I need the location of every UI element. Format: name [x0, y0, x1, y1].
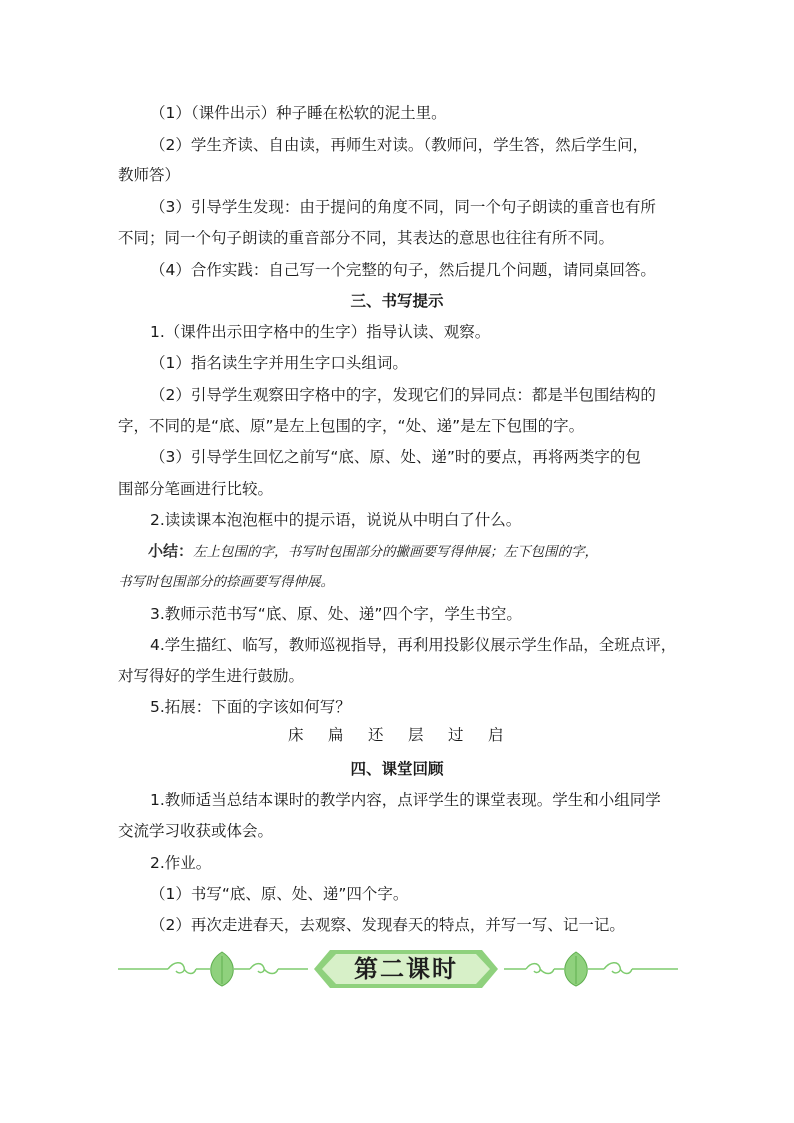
paragraph-line: 对写得好的学生进行鼓励。 [118, 667, 305, 685]
swirl-icon [604, 963, 620, 973]
right-vine-ornament [504, 952, 678, 986]
paragraph-line: 5.拓展：下面的字该如何写？ [150, 698, 351, 716]
paragraph-line: 不同；同一个句子朗读的重音部分不同，其表达的意思也往往有所不同。 [118, 229, 615, 247]
swirl-icon [526, 964, 540, 973]
practice-char: 扁 [328, 726, 344, 744]
paragraph-line: 4.学生描红、临写，教师巡视指导，再利用投影仪展示学生作品，全班点评， [150, 636, 677, 654]
summary-label: 小结： [148, 542, 194, 560]
paragraph-line: 2.作业。 [150, 854, 212, 872]
practice-char: 启 [488, 726, 504, 744]
swirl-icon [620, 969, 632, 974]
summary-text: 左上包围的字，书写时包围部分的撇画要写得伸展；左下包围的字， [193, 544, 599, 560]
paragraph-line: 字，不同的是“底、原”是左上包围的字，“处、递”是左下包围的字。 [118, 417, 585, 435]
paragraph-line: （2）再次走进春天，去观察、发现春天的特点，并写一写、记一记。 [150, 916, 625, 934]
lesson-banner [118, 946, 678, 992]
swirl-icon [250, 964, 264, 973]
paragraph-line: （4）合作实践：自己写一个完整的句子，然后提几个问题，请同桌回答。 [150, 261, 656, 279]
paragraph-line: 交流学习收获或体会。 [118, 822, 274, 840]
paragraph-line: 3.教师示范书写“底、原、处、递”四个字，学生书空。 [150, 605, 522, 623]
paragraph-line: （3）引导学生回忆之前写“底、原、处、递”时的要点，再将两类字的包 [150, 448, 641, 466]
swirl-icon [168, 963, 184, 973]
summary-line [148, 541, 598, 562]
swirl-icon [184, 969, 196, 974]
paragraph-line: （1）指名读生字并用生字口头组词。 [150, 354, 408, 372]
practice-char: 过 [448, 726, 464, 744]
practice-characters [0, 725, 794, 747]
paragraph-line: （2）引导学生观察田字格中的字，发现它们的异同点：都是半包围结构的 [150, 386, 656, 404]
practice-char: 还 [368, 726, 384, 744]
left-vine-ornament [118, 952, 308, 986]
paragraph-line: 2.读读课本泡泡框中的提示语，说说从中明白了什么。 [150, 511, 522, 529]
section-heading-review: 四、课堂回顾 [350, 760, 444, 778]
paragraph-line: 1.（课件出示田字格中的生字）指导认读、观察。 [150, 323, 491, 341]
swirl-icon [540, 969, 554, 974]
practice-char: 层 [408, 726, 424, 744]
paragraph-line: （1）（课件出示）种子睡在松软的泥土里。 [150, 104, 447, 122]
paragraph-line: （3）引导学生发现：由于提问的角度不同，同一个句子朗读的重音也有所 [150, 198, 656, 216]
banner-title: 第二课时 [354, 954, 458, 983]
paragraph-line: 围部分笔画进行比较。 [118, 480, 274, 498]
section-heading-writing-tips: 三、书写提示 [350, 292, 444, 310]
paragraph-line: （2）学生齐读、自由读，再师生对读。（教师问，学生答，然后学生问， [150, 136, 649, 154]
paragraph-line: （1）书写“底、原、处、递”四个字。 [150, 885, 409, 903]
summary-line: 书写时包围部分的捺画要写得伸展。 [118, 574, 334, 590]
paragraph-line: 1.教师适当总结本课时的教学内容，点评学生的课堂表现。学生和小组同学 [150, 791, 661, 809]
swirl-icon [264, 969, 278, 974]
practice-char: 床 [288, 726, 304, 744]
paragraph-line: 教师答） [118, 166, 181, 184]
